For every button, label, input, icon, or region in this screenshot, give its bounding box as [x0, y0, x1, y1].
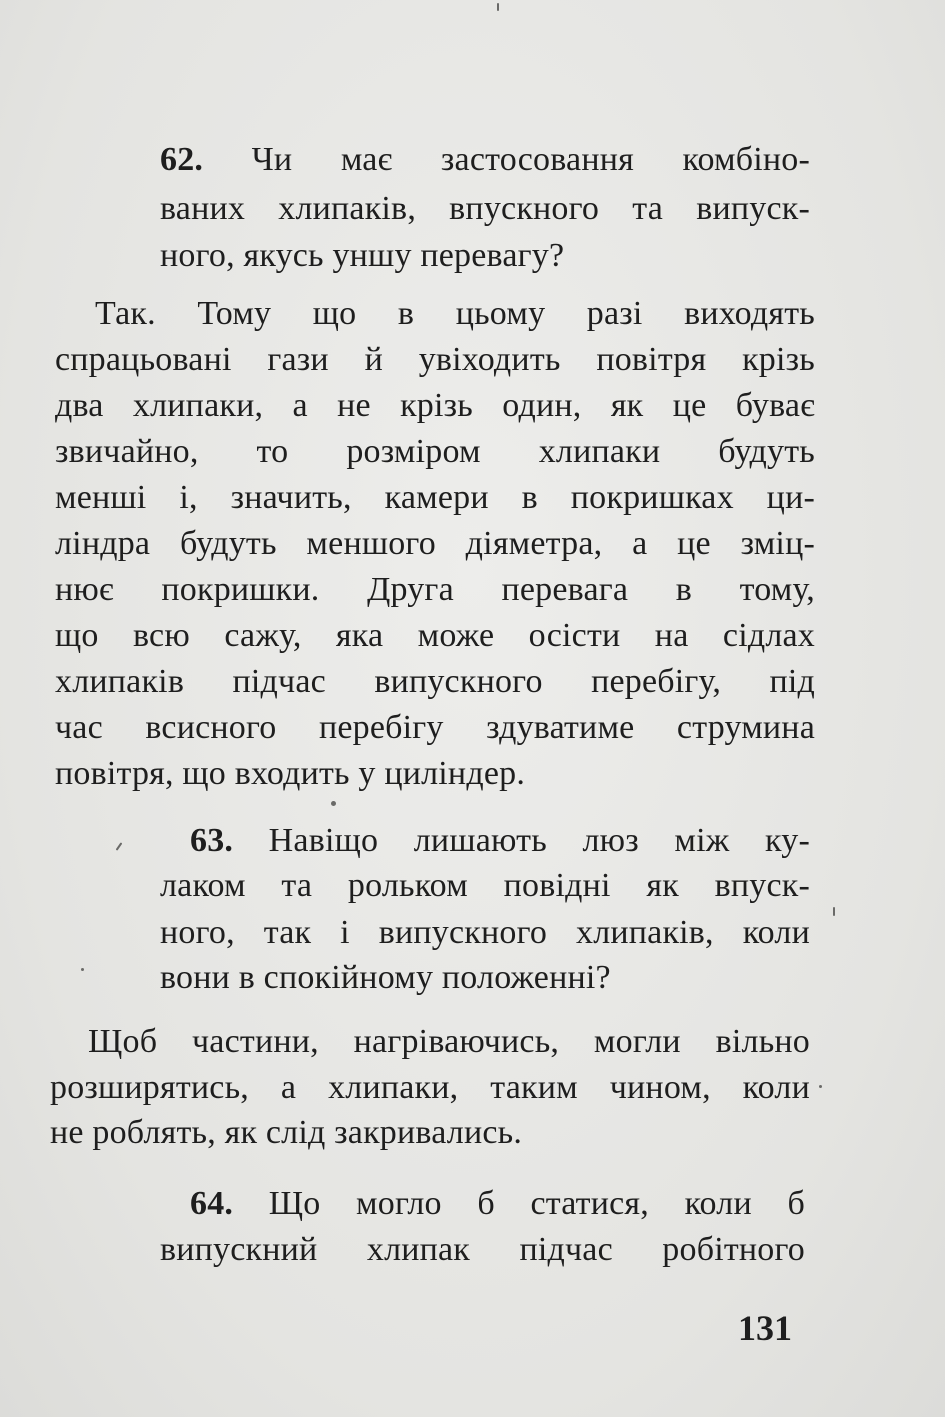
answer-63-line-3: не роблять, як слід закривались. [50, 1114, 523, 1151]
question-63-line-1: 63. Навіщо лишають люз між ку- [190, 822, 810, 859]
question-64-line-2: випускний хлипак підчас робітного [160, 1231, 805, 1268]
answer-62-line-8: що всю сажу, яка може осісти на сідлах [55, 617, 815, 654]
answer-62-line-2: спрацьовані гази й увіходить повітря крізь [55, 341, 815, 378]
question-63-line-3: ного, так і випускного хлипаків, коли [160, 914, 810, 951]
answer-62-line-3: два хлипаки, а не крізь один, як це буває [55, 387, 815, 424]
answer-63-line-1: Щоб частини, нагріваючись, могли вільно [88, 1023, 810, 1060]
answer-62-line-6: ліндра будуть меншого діяметра, а це зміц- [55, 525, 815, 562]
question-63-number: 63. [190, 822, 234, 859]
answer-62-line-11: повітря, що входить у циліндер. [55, 755, 526, 792]
answer-62-line-1: Так. Тому що в цьому разі виходять [95, 295, 815, 332]
question-62-line-2: ваних хлипаків, впускного та випуск- [160, 190, 810, 227]
answer-63-line-2: розширятись, а хлипаки, таким чином, коли [50, 1069, 810, 1106]
question-63-line-4: вони в спокійному положенні? [160, 959, 611, 996]
question-62-line-3: ного, якусь уншу перевагу? [160, 237, 565, 274]
answer-62-line-9: хлипаків підчас випускного перебігу, під [55, 663, 815, 700]
answer-62-line-4: звичайно, то розміром хлипаки будуть [55, 433, 815, 470]
print-speck [331, 801, 336, 806]
question-64-line-1: 64. Що могло б статися, коли б [190, 1185, 805, 1222]
print-speck [81, 968, 84, 971]
question-62-line-1: 62. Чи має застосовання комбіно- [160, 141, 811, 178]
print-speck [497, 3, 499, 11]
question-63-line-2: лаком та рольком повідні як впуск- [160, 867, 810, 904]
answer-62-line-10: час всисного перебігу здуватиме струмина [55, 709, 815, 746]
question-64-number: 64. [190, 1185, 234, 1222]
print-speck [116, 842, 123, 851]
answer-62-line-5: менші і, значить, камери в покришках ци- [55, 479, 815, 516]
page-number: 131 [738, 1308, 792, 1348]
question-62-number: 62. [160, 141, 204, 178]
answer-62-line-7: нює покришки. Друга перевага в тому, [55, 571, 815, 608]
print-speck [833, 907, 835, 916]
print-speck [819, 1085, 822, 1088]
